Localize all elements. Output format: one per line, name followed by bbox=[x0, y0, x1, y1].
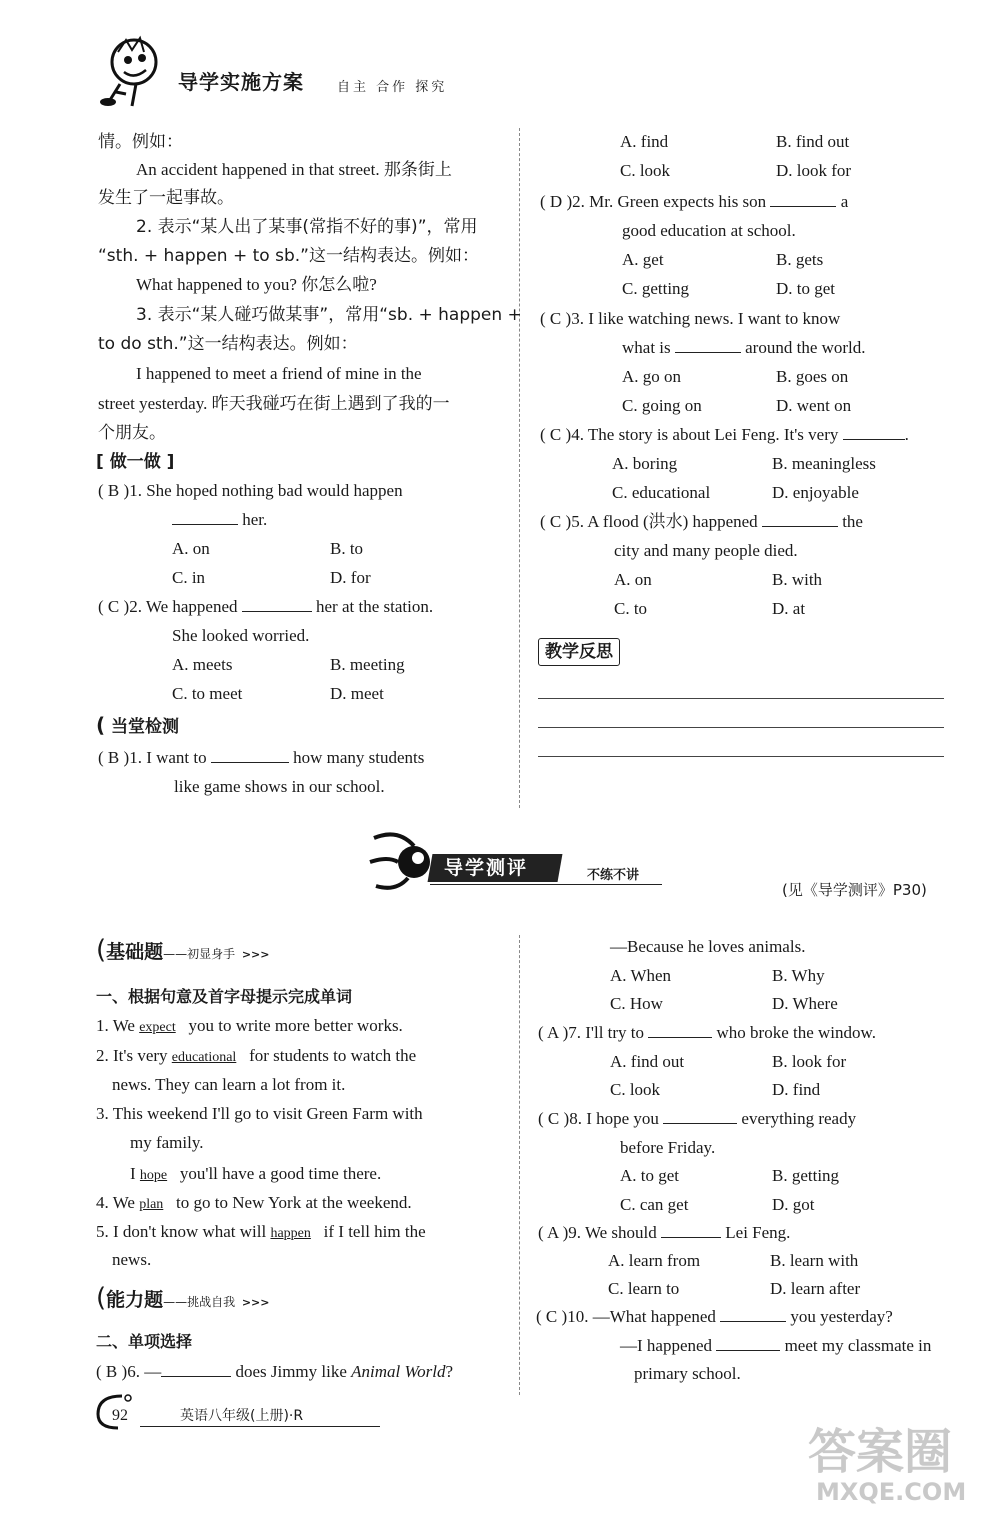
question-line: ( A )7. I'll try to who broke the window. bbox=[538, 1023, 876, 1042]
column-divider-bottom bbox=[519, 935, 520, 1395]
text-line: street yesterday. 昨天我碰巧在街上遇到了我的一 bbox=[98, 394, 450, 413]
option: B. learn with bbox=[770, 1251, 859, 1270]
question-line: —I happened meet my classmate in bbox=[620, 1336, 932, 1355]
text-line: An accident happened in that street. 那条街上 bbox=[136, 160, 452, 179]
fill-line: 5. I don't know what will happen if I tell him the bbox=[96, 1222, 426, 1241]
watermark-url: MXQE.COM bbox=[816, 1478, 967, 1506]
question-line: ( C )2. We happened her at the station. bbox=[98, 597, 434, 616]
option: A. get bbox=[622, 250, 664, 269]
filled-word: happen bbox=[270, 1226, 311, 1241]
question-line: ( C )8. I hope you everything ready bbox=[538, 1109, 857, 1128]
option: C. look bbox=[620, 161, 671, 180]
reflection-line bbox=[538, 756, 944, 757]
text-line: to do sth.”这一结构表达。例如： bbox=[98, 334, 358, 354]
question-line: ( B )1. She hoped nothing bad would happen bbox=[98, 481, 403, 500]
option: A. boring bbox=[612, 454, 678, 473]
question-line: ( B )1. I want to how many students bbox=[98, 748, 425, 767]
mascot-logo bbox=[96, 30, 166, 110]
option: A. go on bbox=[622, 367, 682, 386]
watermark-logo: 答案圈 bbox=[808, 1424, 953, 1480]
column-divider-top bbox=[519, 128, 520, 808]
option: D. Where bbox=[772, 994, 838, 1013]
fill-line: my family. bbox=[130, 1133, 204, 1152]
option: A. to get bbox=[620, 1166, 680, 1185]
part2-title: 二、单项选择 bbox=[96, 1332, 193, 1351]
question-line: ( C )10. —What happened you yesterday? bbox=[536, 1307, 893, 1326]
answer-blank bbox=[172, 508, 238, 525]
option: C. educational bbox=[612, 483, 711, 502]
option: B. goes on bbox=[776, 367, 849, 386]
filled-word: expect bbox=[139, 1020, 176, 1035]
fill-line: 1. We expect you to write more better works. bbox=[96, 1016, 403, 1035]
text-line: 情。例如： bbox=[98, 132, 183, 152]
option: B. look for bbox=[772, 1052, 847, 1071]
option: C. getting bbox=[622, 279, 690, 298]
book-title: 英语八年级(上册)·R bbox=[180, 1408, 304, 1424]
option: D. went on bbox=[776, 396, 852, 415]
option: D. find bbox=[772, 1080, 821, 1099]
fill-line: 3. This weekend I'll go to visit Green Farm with bbox=[96, 1104, 423, 1123]
fill-line: news. They can learn a lot from it. bbox=[112, 1075, 346, 1094]
option: D. at bbox=[772, 599, 806, 618]
text-line: 2. 表示“某人出了某事(常指不好的事)”，常用 bbox=[136, 217, 478, 237]
question-line: before Friday. bbox=[620, 1138, 716, 1157]
text-line: I happened to meet a friend of mine in the bbox=[136, 364, 422, 383]
question-line: good education at school. bbox=[622, 221, 796, 240]
question-line: ( C )3. I like watching news. I want to know bbox=[540, 309, 841, 328]
fill-line: 2. It's very educational for students to watch the bbox=[96, 1046, 417, 1065]
reflection-line bbox=[538, 698, 944, 699]
practice-title: [ 做一做 ] bbox=[96, 452, 175, 472]
option: A. learn from bbox=[608, 1251, 701, 1270]
option: C. in bbox=[172, 568, 206, 587]
fill-line: I hope you'll have a good time there. bbox=[130, 1164, 382, 1183]
option: C. to bbox=[614, 599, 648, 618]
question-line: ( C )5. A flood (洪水) happened the bbox=[540, 512, 863, 531]
reflection-line bbox=[538, 727, 944, 728]
filled-word: plan bbox=[139, 1197, 164, 1212]
option: B. Why bbox=[772, 966, 825, 985]
text-line: “sth. + happen + to sb.”这一结构表达。例如： bbox=[98, 246, 479, 266]
header-subtitle: 自主 合作 探究 bbox=[337, 80, 448, 95]
answer-blank bbox=[211, 746, 289, 763]
option: B. find out bbox=[776, 132, 850, 151]
option: D. meet bbox=[330, 684, 384, 703]
option: D. got bbox=[772, 1195, 815, 1214]
option: D. look for bbox=[776, 161, 852, 180]
option: A. meets bbox=[172, 655, 233, 674]
text-line: 发生了一起事故。 bbox=[98, 188, 234, 208]
banner-tag: 不练不讲 bbox=[587, 868, 640, 883]
footer-line bbox=[140, 1426, 380, 1427]
question-line: —Because he loves animals. bbox=[610, 937, 806, 956]
text-line: 3. 表示“某人碰巧做某事”，常用“sb. + happen + bbox=[136, 305, 522, 325]
option: C. How bbox=[610, 994, 663, 1013]
option: A. find out bbox=[610, 1052, 685, 1071]
option: A. find bbox=[620, 132, 669, 151]
header-title: 导学实施方案 bbox=[178, 70, 304, 94]
answer-mark: C bbox=[107, 597, 120, 616]
basic-section-title: (基础题——初显身手 >>> bbox=[96, 935, 270, 965]
text-line: What happened to you? 你怎么啦? bbox=[136, 275, 377, 294]
option: B. meeting bbox=[330, 655, 405, 674]
question-line: ( D )2. Mr. Green expects his son a bbox=[540, 192, 849, 211]
fill-line: news. bbox=[112, 1250, 152, 1269]
option: C. look bbox=[610, 1080, 661, 1099]
ability-section-title: (能力题——挑战自我 >>> bbox=[96, 1283, 270, 1313]
question-line: what is around the world. bbox=[622, 338, 866, 357]
filled-word: hope bbox=[139, 1168, 168, 1183]
question-line: ( C )4. The story is about Lei Feng. It's very . bbox=[540, 425, 909, 444]
option: C. learn to bbox=[608, 1279, 680, 1298]
answer-blank bbox=[242, 595, 312, 612]
question-line: ( A )9. We should Lei Feng. bbox=[538, 1223, 791, 1242]
option: B. to bbox=[330, 539, 364, 558]
option: D. for bbox=[330, 568, 371, 587]
reflection-title: 教学反思 bbox=[538, 638, 620, 666]
answer-mark: B bbox=[107, 748, 120, 767]
check-title: ( 当堂检测 bbox=[96, 713, 180, 737]
option: C. can get bbox=[620, 1195, 689, 1214]
question-line: her. bbox=[172, 508, 267, 532]
option: C. to meet bbox=[172, 684, 243, 703]
banner-title: 导学测评 bbox=[444, 857, 529, 879]
option: A. When bbox=[610, 966, 672, 985]
option: D. learn after bbox=[770, 1279, 861, 1298]
part1-title: 一、根据句意及首字母提示完成单词 bbox=[96, 987, 353, 1006]
text-line: 个朋友。 bbox=[98, 423, 166, 443]
option: B. meaningless bbox=[772, 454, 876, 473]
answer-mark: B bbox=[107, 481, 120, 500]
filled-word: educational bbox=[171, 1050, 237, 1065]
banner-underline bbox=[430, 884, 662, 885]
question-line: city and many people died. bbox=[614, 541, 798, 560]
option: A. on bbox=[172, 539, 210, 558]
question-line: like game shows in our school. bbox=[174, 777, 385, 796]
option: D. to get bbox=[776, 279, 836, 298]
option: B. with bbox=[772, 570, 823, 589]
option: D. enjoyable bbox=[772, 483, 859, 502]
option: B. getting bbox=[772, 1166, 840, 1185]
question-line: She looked worried. bbox=[172, 626, 310, 645]
fill-line: 4. We plan to go to New York at the weekend. bbox=[96, 1193, 412, 1212]
question-line: ( B )6. — does Jimmy like Animal World? bbox=[96, 1362, 453, 1381]
option: B. gets bbox=[776, 250, 824, 269]
option: C. going on bbox=[622, 396, 702, 415]
banner-reference: (见《导学测评》P30) bbox=[782, 881, 927, 899]
page-number: 92 bbox=[112, 1407, 128, 1424]
question-line: primary school. bbox=[634, 1364, 741, 1383]
option: A. on bbox=[614, 570, 652, 589]
